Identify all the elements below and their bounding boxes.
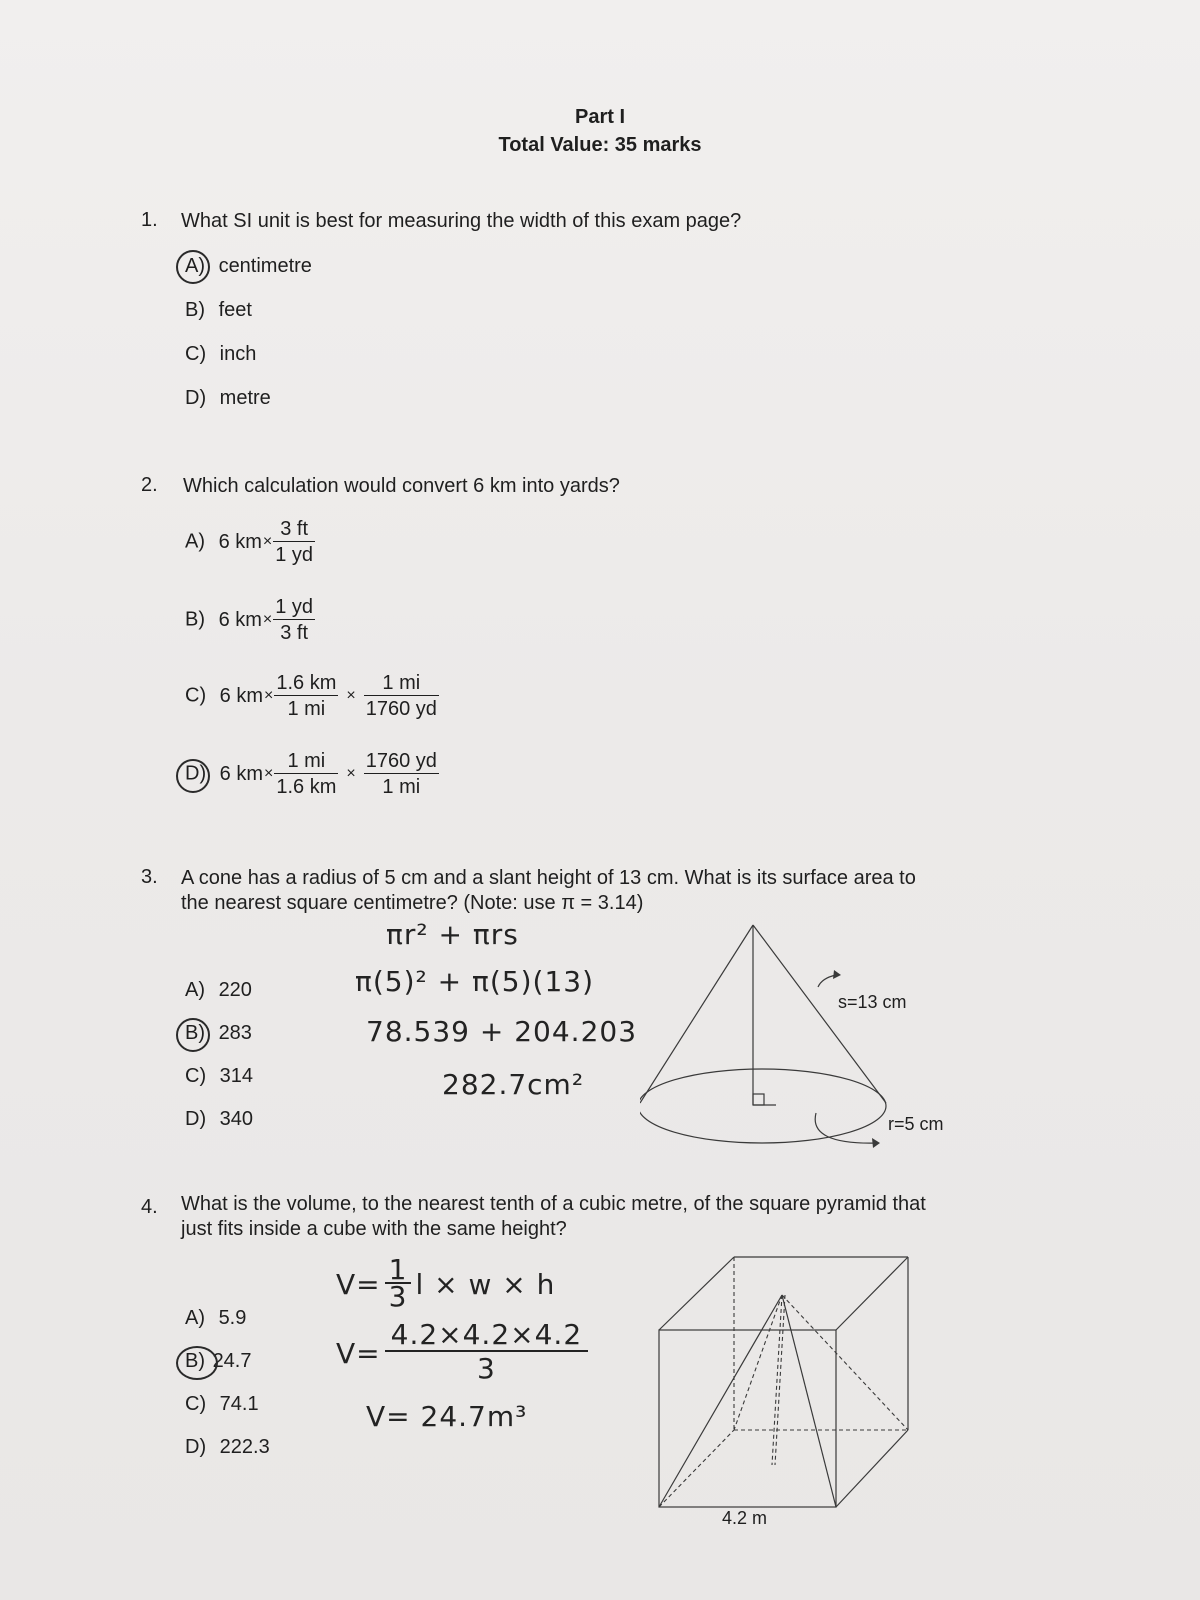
denominator: 1760 yd: [365, 698, 437, 720]
option-letter: D): [185, 762, 207, 785]
q3-work-line-1: πr² + πrs: [386, 918, 519, 951]
cone-left-edge: [640, 925, 753, 1103]
slant-height-label: s=13 cm: [838, 992, 907, 1012]
denominator: 3 ft: [280, 622, 309, 644]
option-lead: 6 km: [218, 608, 262, 631]
denominator: 1 mi: [382, 776, 421, 798]
option-text: 340: [219, 1108, 254, 1130]
radius-arrow-icon: [872, 1138, 880, 1148]
slant-arrow-icon: [833, 970, 841, 979]
numerator: 1 mi: [274, 750, 338, 774]
option-lead: 6 km: [218, 530, 262, 553]
pyramid-hidden-edge: [782, 1295, 908, 1430]
q1-answer-circle: [176, 250, 210, 284]
part-title: Part I: [574, 106, 626, 128]
q3-option-d: [185, 1108, 253, 1131]
option-text: 283: [218, 1022, 252, 1044]
q2-option-b: [185, 596, 315, 644]
times-sign: ×: [346, 765, 356, 782]
option-text: metre: [219, 387, 271, 409]
option-letter: D): [185, 1436, 207, 1458]
q4-option-a: [185, 1307, 246, 1330]
numerator: 3 ft: [273, 518, 315, 542]
question-2-text: Which calculation would convert 6 km into yards?: [183, 475, 620, 497]
cube-edge: [836, 1257, 908, 1330]
times-sign: ×: [262, 611, 273, 628]
work-numerator: 4.2×4.2×4.2: [385, 1320, 589, 1352]
q3-work-line-4: 282.7cm²: [442, 1068, 585, 1101]
fraction: [274, 750, 338, 798]
option-letter: A): [185, 1307, 205, 1329]
option-text: inch: [219, 343, 257, 365]
denominator: 1.6 km: [276, 776, 337, 798]
option-letter: D): [185, 387, 207, 409]
q3-option-c: [185, 1065, 253, 1088]
question-4-text-line-1: What is the volume, to the nearest tenth of a cubic metre, of the square pyramid that: [181, 1193, 926, 1215]
q4-work-line-2: [336, 1320, 588, 1386]
option-text: 222.3: [219, 1436, 270, 1458]
question-2-number: 2.: [141, 474, 158, 496]
numerator: 1 yd: [275, 596, 314, 618]
q2-option-c: [185, 672, 439, 720]
option-letter: A): [185, 255, 205, 277]
numerator: 1760 yd: [365, 750, 437, 772]
q2-answer-circle: [176, 759, 210, 793]
fraction: [364, 750, 439, 798]
fraction: [364, 672, 439, 720]
option-letter: C): [185, 684, 207, 707]
question-1-text: What SI unit is best for measuring the width of this exam page?: [181, 210, 742, 232]
numerator: 1.6 km: [276, 672, 337, 694]
q1-option-c: [185, 343, 256, 366]
q3-option-a: [185, 979, 252, 1002]
times-sign: ×: [262, 533, 273, 550]
q3-work-line-3: 78.539 + 204.203: [366, 1015, 638, 1048]
option-letter: B): [185, 299, 205, 321]
work-fraction: [385, 1320, 589, 1386]
option-letter: C): [185, 343, 207, 365]
pyramid-edge: [659, 1295, 782, 1507]
times-sign: ×: [264, 687, 274, 704]
option-letter: B): [185, 1022, 205, 1044]
option-letter: B): [185, 1350, 205, 1372]
radius-label: r=5 cm: [888, 1114, 944, 1134]
cube-edge-label: 4.2 m: [722, 1508, 768, 1528]
work-lead: V=: [336, 1336, 381, 1370]
option-letter: A): [185, 530, 205, 553]
times-sign: ×: [264, 765, 274, 782]
work-fraction: [385, 1253, 412, 1313]
option-text: 74.1: [219, 1393, 259, 1415]
option-letter: A): [185, 979, 205, 1001]
option-letter: B): [185, 608, 205, 631]
q2-option-d: [185, 750, 439, 798]
fraction: [273, 596, 315, 644]
numerator: 1 mi: [364, 672, 439, 696]
denominator: 1 mi: [287, 698, 326, 720]
denominator: 1 yd: [275, 544, 314, 566]
q4-option-c: [185, 1393, 259, 1416]
cube-edge: [659, 1257, 734, 1330]
pyramid-edge: [782, 1295, 836, 1507]
work-denominator: 3: [476, 1352, 496, 1385]
option-lead: 6 km: [219, 684, 264, 707]
question-3-text-line-1: A cone has a radius of 5 cm and a slant height of 13 cm. What is its surface area to: [181, 867, 916, 889]
option-text: 5.9: [218, 1307, 247, 1329]
work-denominator: 3: [388, 1280, 408, 1313]
option-lead: 6 km: [219, 762, 264, 785]
question-4-text-line-2: just fits inside a cube with the same height?: [181, 1218, 567, 1240]
question-3-number: 3.: [141, 866, 158, 888]
cube-edge: [836, 1430, 908, 1507]
q4-work-line-1: [336, 1253, 556, 1313]
fraction: [273, 518, 315, 566]
total-value: Total Value: 35 marks: [498, 134, 702, 156]
option-text: feet: [218, 299, 252, 321]
question-3-text-line-2: the nearest square centimetre? (Note: use π = 3.14): [181, 892, 644, 914]
work-lead: V=: [336, 1267, 381, 1301]
question-1-number: 1.: [141, 209, 158, 231]
work-rest: l × w × h: [415, 1267, 556, 1301]
q2-option-a: [185, 518, 315, 566]
times-sign: ×: [346, 687, 356, 704]
q4-option-d: [185, 1436, 270, 1459]
option-text: 24.7: [212, 1350, 252, 1372]
q4-work-line-3: V= 24.7m³: [366, 1400, 528, 1433]
cube-pyramid-diagram: [650, 1252, 920, 1514]
question-4-number: 4.: [141, 1196, 158, 1218]
q4-answer-circle: [176, 1346, 218, 1380]
cone-right-edge: [753, 925, 886, 1103]
option-text: 314: [219, 1065, 254, 1087]
option-letter: D): [185, 1108, 207, 1130]
option-letter: C): [185, 1393, 207, 1415]
q1-option-d: [185, 387, 271, 410]
work-numerator: 1: [385, 1258, 412, 1284]
fraction: [274, 672, 338, 720]
cone-base-ellipse: [640, 1069, 886, 1143]
q1-option-b: [185, 299, 252, 322]
option-text: 220: [218, 979, 252, 1001]
right-angle-mark: [753, 1094, 764, 1105]
option-text: centimetre: [218, 255, 312, 277]
option-letter: C): [185, 1065, 207, 1087]
q3-work-line-2: π(5)² + π(5)(13): [355, 965, 595, 998]
q3-answer-circle: [176, 1018, 210, 1052]
